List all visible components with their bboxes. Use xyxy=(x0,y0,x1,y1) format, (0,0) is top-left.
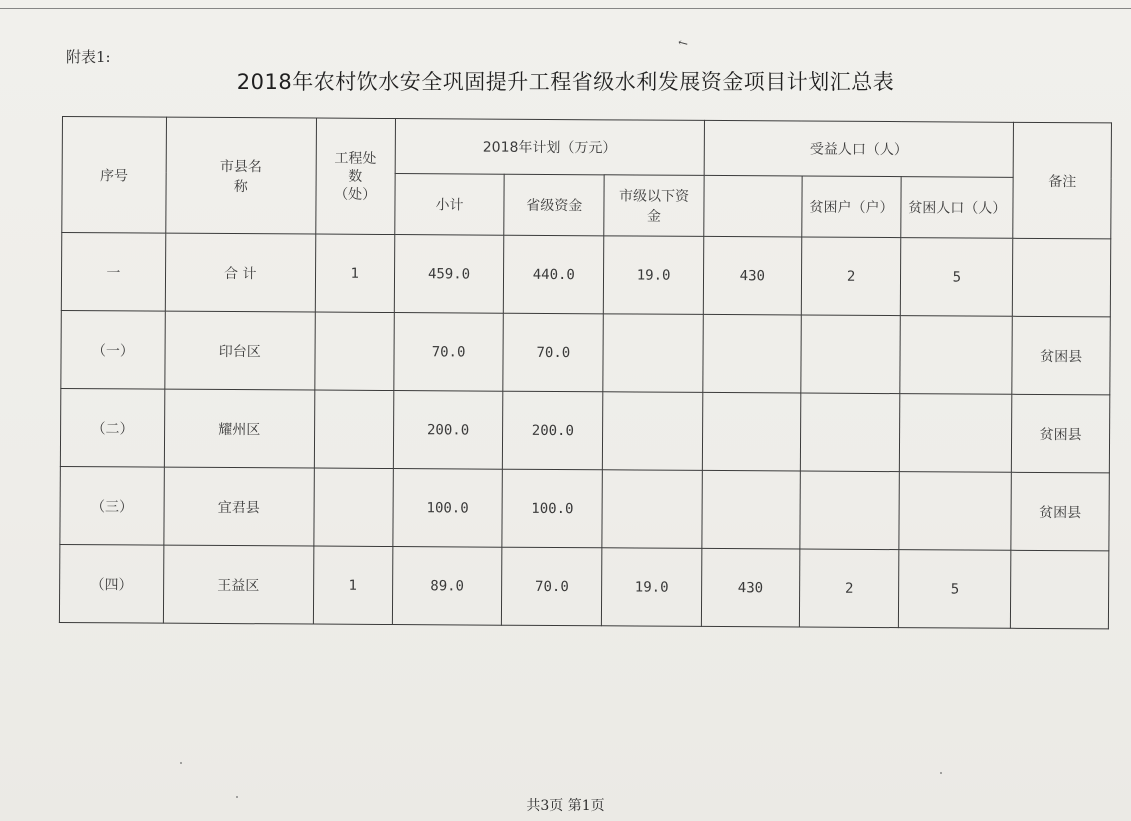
cell-city-below xyxy=(602,470,702,549)
cell-seq: （二） xyxy=(60,388,164,467)
cell-poor-households xyxy=(801,315,901,394)
header-row-1 xyxy=(62,117,1111,178)
cell-count xyxy=(314,390,393,468)
cell-count xyxy=(314,312,393,390)
cell-poor-households xyxy=(800,471,900,550)
header-plan-2018: 2018年计划（万元） xyxy=(395,119,705,176)
cell-remarks: 贫困县 xyxy=(1011,472,1109,551)
header-seq: 序号 xyxy=(62,117,166,234)
table-row xyxy=(60,466,1109,550)
cell-provincial: 70.0 xyxy=(503,313,603,392)
header-project-count: 工程处数（处） xyxy=(315,118,395,234)
pen-mark-icon: ↖ xyxy=(675,34,691,52)
cell-beneficiary xyxy=(702,392,800,471)
cell-name: 合 计 xyxy=(165,233,315,312)
table-row xyxy=(59,544,1108,628)
cell-poor-pop: 5 xyxy=(899,550,1011,629)
cell-poor-households: 2 xyxy=(801,237,901,316)
cell-poor-pop xyxy=(899,472,1011,551)
cell-city-below xyxy=(603,392,703,471)
cell-poor-households: 2 xyxy=(799,549,899,628)
header-poor-population: 贫困人口（人） xyxy=(901,177,1013,239)
cell-poor-pop xyxy=(900,316,1012,395)
cell-remarks: 贫困县 xyxy=(1012,394,1110,473)
cell-provincial: 70.0 xyxy=(502,547,602,626)
cell-beneficiary xyxy=(702,470,800,549)
cell-beneficiary: 430 xyxy=(701,548,799,627)
cell-beneficiary xyxy=(703,314,801,393)
cell-provincial: 200.0 xyxy=(503,391,603,470)
cell-poor-pop xyxy=(900,394,1012,473)
cell-seq: （一） xyxy=(61,310,165,389)
header-city-county: 市县名称 xyxy=(166,117,317,234)
cell-name: 耀州区 xyxy=(164,389,314,468)
header-provincial-funds: 省级资金 xyxy=(504,174,604,236)
table-row xyxy=(60,388,1109,472)
cell-name: 宜君县 xyxy=(164,467,314,546)
header-beneficiary-pop: 受益人口（人） xyxy=(704,120,1014,177)
cell-provincial: 440.0 xyxy=(504,235,604,314)
cell-subtotal: 200.0 xyxy=(393,391,503,470)
header-beneficiary-blank xyxy=(704,175,802,237)
cell-poor-households xyxy=(800,393,900,472)
header-subtotal: 小计 xyxy=(394,174,504,236)
cell-subtotal: 100.0 xyxy=(393,469,503,548)
cell-city-below: 19.0 xyxy=(602,548,702,627)
cell-name: 王益区 xyxy=(163,545,313,624)
table-row xyxy=(61,233,1110,317)
cell-seq: 一 xyxy=(61,233,165,312)
scan-edge-line xyxy=(0,8,1131,9)
scan-speck xyxy=(940,772,942,774)
cell-remarks xyxy=(1011,550,1109,629)
annex-label: 附表1: xyxy=(66,48,111,66)
cell-remarks: 贫困县 xyxy=(1012,316,1110,395)
cell-subtotal: 70.0 xyxy=(393,313,503,392)
cell-count xyxy=(314,468,393,546)
cell-count: 1 xyxy=(315,234,394,312)
cell-city-below xyxy=(603,314,703,393)
cell-poor-pop: 5 xyxy=(901,238,1013,317)
cell-seq: （四） xyxy=(59,544,163,623)
cell-seq: （三） xyxy=(60,466,164,545)
header-poor-households: 贫困户（户） xyxy=(801,176,901,238)
header-city-below-funds: 市级以下资金 xyxy=(604,175,704,237)
page-title: 2018年农村饮水安全巩固提升工程省级水利发展资金项目计划汇总表 xyxy=(236,70,895,94)
cell-count: 1 xyxy=(313,546,392,624)
cell-provincial: 100.0 xyxy=(502,469,602,548)
cell-remarks xyxy=(1013,238,1111,317)
cell-city-below: 19.0 xyxy=(603,236,703,315)
cell-subtotal: 459.0 xyxy=(394,235,504,314)
header-remarks: 备注 xyxy=(1013,122,1111,239)
table-row xyxy=(61,310,1110,394)
scan-speck xyxy=(180,762,182,764)
summary-table xyxy=(59,116,1112,629)
cell-subtotal: 89.0 xyxy=(392,547,502,626)
cell-name: 印台区 xyxy=(165,311,315,390)
cell-beneficiary: 430 xyxy=(703,236,801,315)
page-footer: 共3页 第1页 xyxy=(526,798,605,814)
